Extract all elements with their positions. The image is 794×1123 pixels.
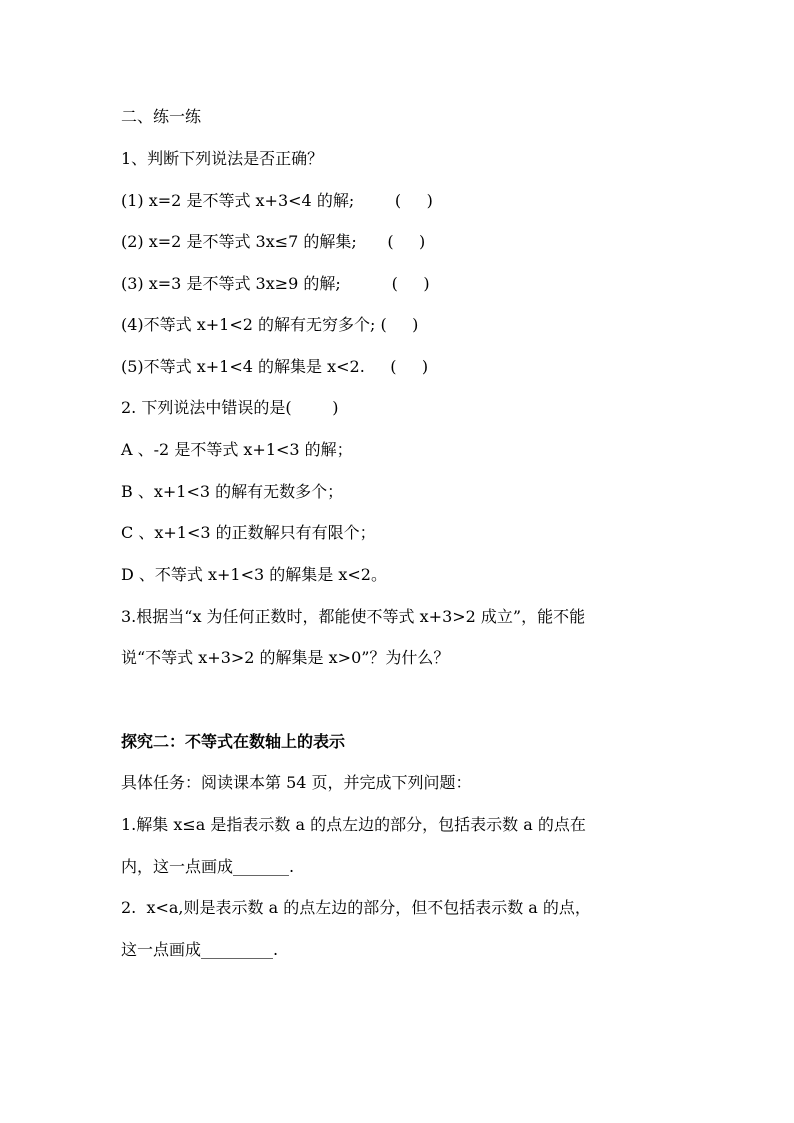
- explore-item-1: 内，这一点画成_______.: [121, 857, 295, 876]
- question-2-option: A 、-2 是不等式 x+1<3 的解；: [121, 440, 353, 459]
- question-3-text: 说“不等式 x+3>2 的解集是 x>0”？为什么？: [121, 648, 450, 667]
- explore-item-2: 2. x<a,则是表示数 a 的点左边的部分，但不包括表示数 a 的点，: [121, 898, 591, 917]
- question-1-item: (2) x=2 是不等式 3x≤7 的解集; ( ): [121, 232, 426, 251]
- section-heading-practice: 二、练一练: [121, 107, 202, 126]
- question-2-option: C 、x+1<3 的正数解只有有限个；: [121, 523, 376, 542]
- explore-item-2: 这一点画成_________.: [121, 940, 279, 959]
- question-1-item: (5)不等式 x+1<4 的解集是 x<2. ( ): [121, 357, 429, 376]
- question-1-item: (3) x=3 是不等式 3x≥9 的解; ( ): [121, 274, 430, 293]
- question-3-text: 3.根据当“x 为任何正数时，都能使不等式 x+3>2 成立”，能不能: [121, 607, 586, 626]
- question-2-title: 2. 下列说法中错误的是( ): [121, 398, 339, 417]
- question-1-item: (4)不等式 x+1<2 的解有无穷多个; ( ): [121, 315, 419, 334]
- question-2-option: D 、不等式 x+1<3 的解集是 x<2。: [121, 565, 387, 584]
- question-2-option: B 、x+1<3 的解有无数多个；: [121, 482, 344, 501]
- explore-item-1: 1.解集 x≤a 是指表示数 a 的点左边的部分，包括表示数 a 的点在: [121, 815, 586, 834]
- question-1-title: 1、判断下列说法是否正确？: [121, 149, 324, 168]
- section-heading-explore: 探究二：不等式在数轴上的表示: [121, 732, 346, 751]
- question-1-item: (1) x=2 是不等式 x+3<4 的解; ( ): [121, 191, 433, 210]
- task-description: 具体任务：阅读课本第 54 页，并完成下列问题：: [121, 773, 472, 792]
